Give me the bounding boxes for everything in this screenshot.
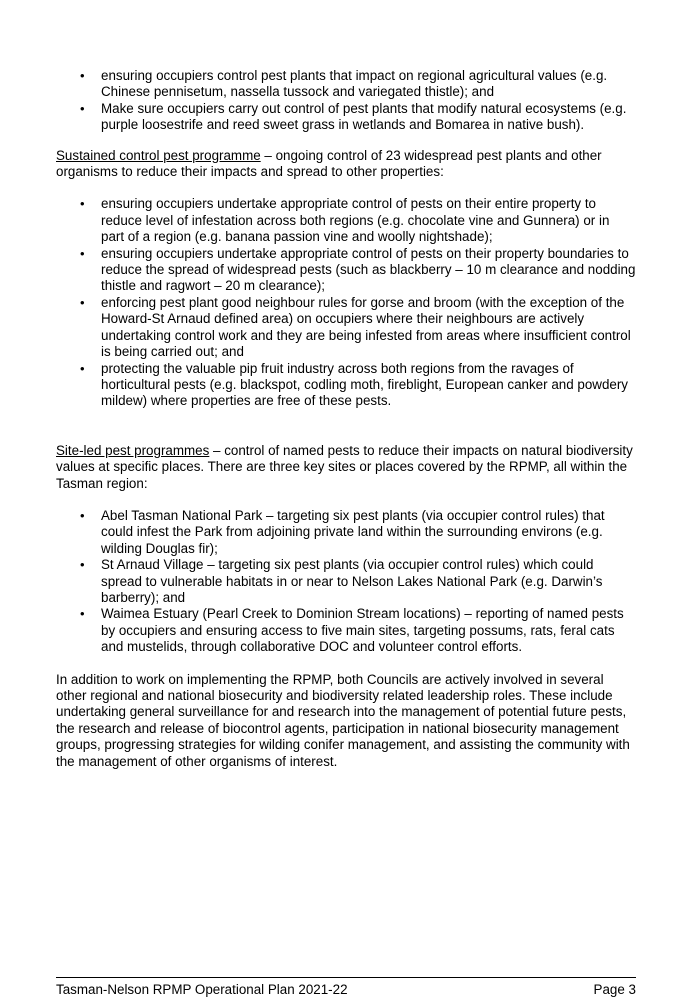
list-item: • enforcing pest plant good neighbour rules for gorse and broom (with the exception of the Howard-St Arnaud defined area) on occupiers where their neighbours are actively undertaking control work and they are being infested from areas where insufficient control is being carried out; and <box>56 295 636 361</box>
list-item: • Waimea Estuary (Pearl Creek to Dominion Stream locations) – reporting of named pests by occupiers and ensuring access to five main sites, targeting possums, rats, feral cats and mustelids, through collaborative DOC and volunteer control efforts. <box>56 606 636 655</box>
list-item: • ensuring occupiers undertake appropriate control of pests on their entire property to reduce level of infestation across both regions (e.g. chocolate vine and Gunnera) or in part of a region (e.g. banana passion vine and woolly nightshade); <box>56 196 636 245</box>
page-footer <box>56 977 636 998</box>
footer-title: Tasman-Nelson RPMP Operational Plan 2021-22 <box>56 982 348 997</box>
site-led-paragraph <box>56 443 636 492</box>
list-item: • Make sure occupiers carry out control of pest plants that modify natural ecosystems (e.g. purple loosestrife and reed sweet grass in wetlands and Bomarea in native bush). <box>56 101 636 134</box>
sustained-bullet-list <box>56 196 636 409</box>
closing-paragraph: In addition to work on implementing the RPMP, both Councils are actively involved in several other regional and national biosecurity and biodiversity related leadership roles. These include undertaking general surveillance for and research into the management of potential future pests, the research and release of biocontrol agents, participation in national biosecurity management groups, progressing strategies for wilding conifer management, and assisting the community with the management of other organisms of interest. <box>56 671 630 769</box>
list-item: • protecting the valuable pip fruit industry across both regions from the ravages of horticultural pests (e.g. blackspot, codling moth, fireblight, European canker and powdery mildew) where properties are free of these pests. <box>56 361 636 410</box>
list-item: • ensuring occupiers control pest plants that impact on regional agricultural values (e.g. Chinese pennisetum, nassella tussock and variegated thistle); and <box>56 68 636 101</box>
sustained-heading: Sustained control pest programme <box>56 147 261 163</box>
page-number: Page 3 <box>593 982 636 997</box>
site-led-bullet-list <box>56 508 636 656</box>
intro-bullet-list <box>56 68 636 134</box>
list-item: • Abel Tasman National Park – targeting six pest plants (via occupier control rules) that could infest the Park from adjoining private land within the surrounding environs (e.g. wilding Douglas fir); <box>56 508 636 557</box>
list-item: • ensuring occupiers undertake appropriate control of pests on their property boundaries to reduce the spread of widespread pests (such as blackberry – 10 m clearance and nodding thistle and ragwort – 20 m clearance); <box>56 246 636 295</box>
list-item: • St Arnaud Village – targeting six pest plants (via occupier control rules) which could spread to vulnerable habitats in or near to Nelson Lakes National Park (e.g. Darwin’s barberry); and <box>56 557 636 606</box>
page-content <box>56 68 636 770</box>
site-led-heading: Site-led pest programmes <box>56 442 210 458</box>
sustained-text: – ongoing control of 23 widespread pest plants and other organisms to reduce their impacts and spread to other properties: <box>56 147 602 180</box>
sustained-paragraph <box>56 148 636 181</box>
site-led-text: – control of named pests to reduce their impacts on natural biodiversity values at specific places. There are three key sites or places covered by the RPMP, all within the Tasman region: <box>56 442 633 491</box>
